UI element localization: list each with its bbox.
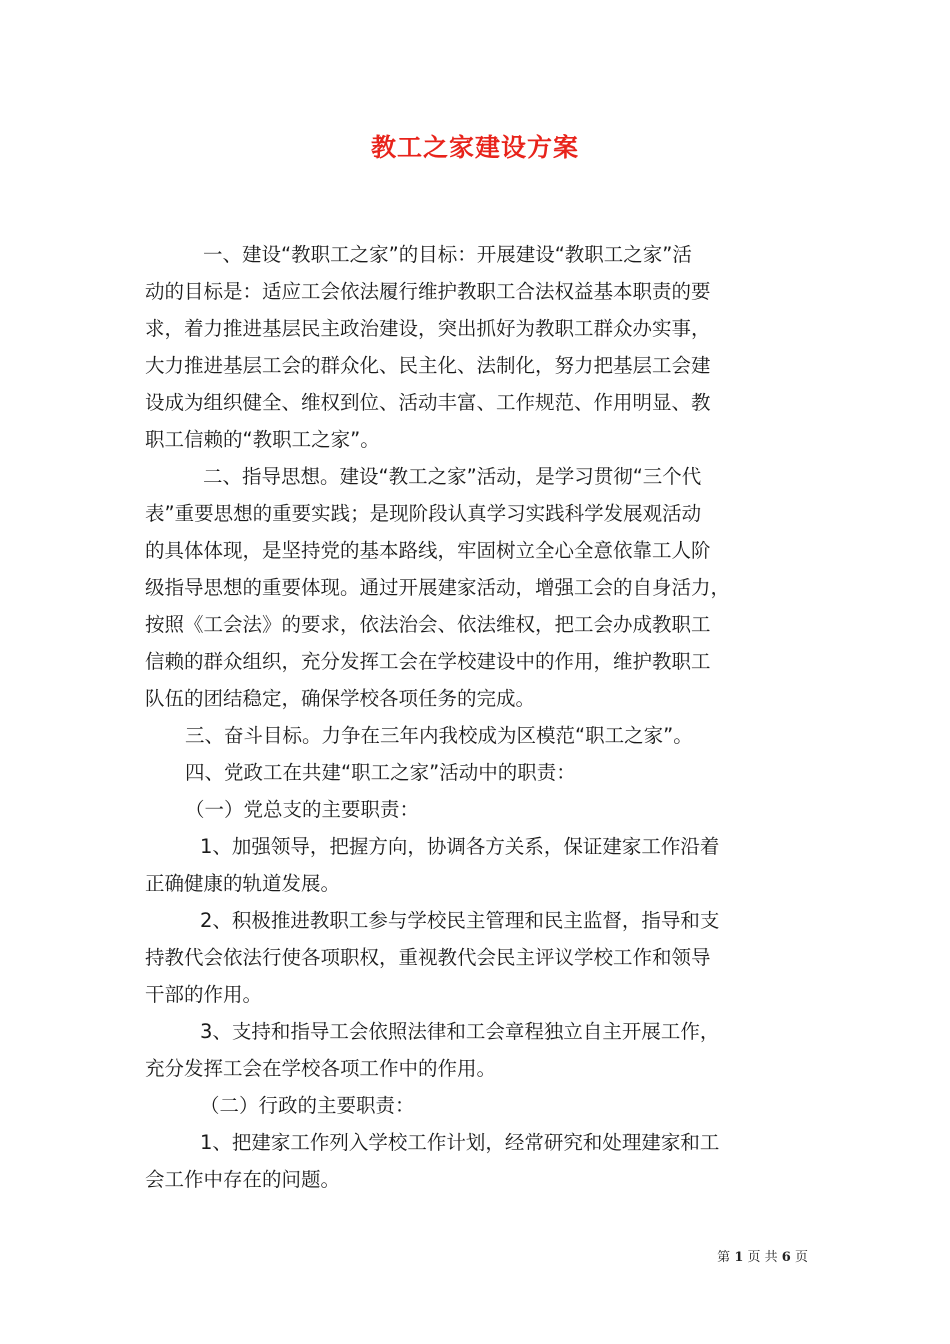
paragraph-line: 四、党政工在共建“职工之家”活动中的职责： [185, 761, 576, 784]
total-pages-number: 6 [781, 1250, 791, 1265]
page-number-footer [717, 1246, 808, 1265]
paragraph-line: 按照《工会法》的要求，依法治会、依法维权，把工会办成教职工 [145, 613, 711, 636]
paragraph-line: 职工信赖的“教职工之家”。 [145, 428, 380, 451]
paragraph-line: 的具体体现，是坚持党的基本路线，牢固树立全心全意依靠工人阶 [145, 539, 711, 562]
paragraph-line: 3、支持和指导工会依照法律和工会章程独立自主开展工作， [200, 1020, 720, 1043]
document-body [145, 236, 815, 1198]
paragraph-line: 级指导思想的重要体现。通过开展建家活动，增强工会的自身活力， [145, 576, 731, 599]
paragraph-line: 表”重要思想的重要实践；是现阶段认真学习实践科学发展观活动 [145, 502, 702, 525]
paragraph-line: 1、把建家工作列入学校工作计划，经常研究和处理建家和工 [200, 1131, 720, 1154]
paragraph-line: 求，着力推进基层民主政治建设，突出抓好为教职工群众办实事， [145, 317, 711, 340]
paragraph-line: 队伍的团结稳定，确保学校各项任务的完成。 [145, 687, 536, 710]
paragraph-line: （二）行政的主要职责： [200, 1094, 415, 1117]
paragraph-line: 充分发挥工会在学校各项工作中的作用。 [145, 1057, 497, 1080]
paragraph-line: 设成为组织健全、维权到位、活动丰富、工作规范、作用明显、教 [145, 391, 711, 414]
paragraph-line: 干部的作用。 [145, 983, 263, 1006]
paragraph-line: 正确健康的轨道发展。 [145, 872, 341, 895]
current-page-number: 1 [734, 1250, 744, 1265]
document-title: 教工之家建设方案 [370, 133, 579, 162]
paragraph-line: 动的目标是：适应工会依法履行维护教职工合法权益基本职责的要 [145, 280, 711, 303]
paragraph-line: 大力推进基层工会的群众化、民主化、法制化，努力把基层工会建 [145, 354, 711, 377]
paragraph-line: 持教代会依法行使各项职权，重视教代会民主评议学校工作和领导 [145, 946, 711, 969]
paragraph-line: 1、加强领导，把握方向，协调各方关系，保证建家工作沿着 [200, 835, 720, 858]
paragraph-line: 三、奋斗目标。力争在三年内我校成为区模范“职工之家”。 [185, 724, 693, 747]
footer-middle: 页 共 [747, 1250, 778, 1265]
footer-suffix: 页 [794, 1250, 808, 1265]
paragraph-line: 二、指导思想。建设“教工之家”活动，是学习贯彻“三个代 [203, 465, 702, 488]
footer-prefix: 第 [717, 1250, 731, 1265]
paragraph-line: 2、积极推进教职工参与学校民主管理和民主监督，指导和支 [200, 909, 720, 932]
paragraph-line: 信赖的群众组织，充分发挥工会在学校建设中的作用，维护教职工 [145, 650, 711, 673]
paragraph-line: （一）党总支的主要职责： [185, 798, 420, 821]
paragraph-line: 一、建设“教职工之家”的目标：开展建设“教职工之家”活 [203, 243, 692, 266]
paragraph-line: 会工作中存在的问题。 [145, 1168, 341, 1191]
